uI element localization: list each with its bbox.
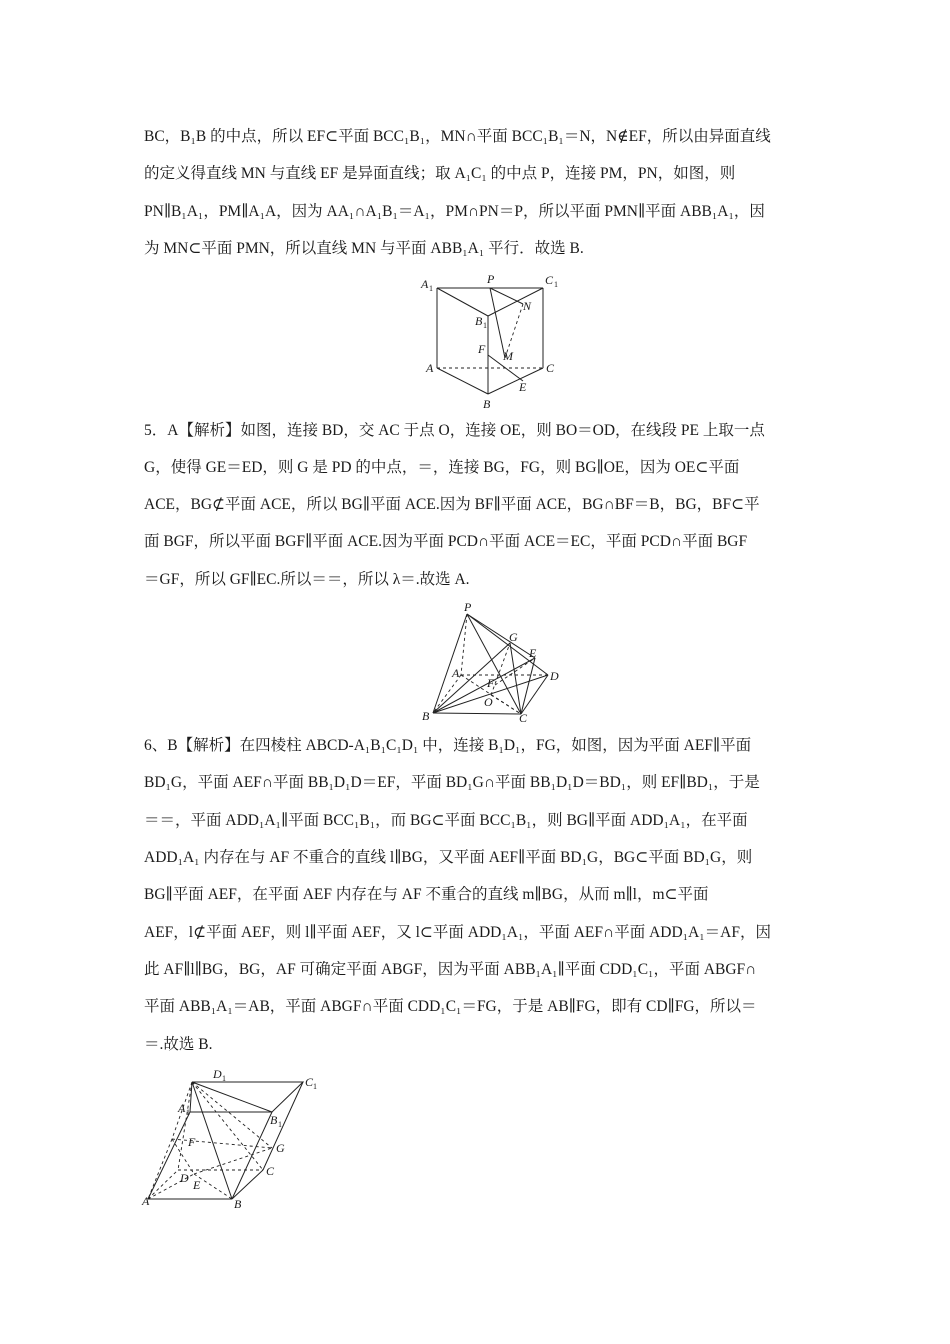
label-E: E xyxy=(193,1178,201,1192)
sol6-line-9: ＝.故选 B. xyxy=(144,1036,213,1053)
label-F: F xyxy=(188,1135,196,1149)
sol5-line-4: 面 BGF，所以平面 BGF∥平面 ACE.因为平面 PCD∩平面 ACE＝EC，平面 PCD∩平面 BGF xyxy=(144,533,748,550)
label-C: C xyxy=(546,361,555,375)
label-N: N xyxy=(523,299,532,313)
prism-quadrilateral-figure xyxy=(138,1062,328,1214)
prism-figure xyxy=(415,268,575,413)
sol5-line-1: 5．A【解析】如图，连接 BD，交 AC 于点 O，连接 OE，则 BO＝OD，在线段 PE 上取一点 xyxy=(144,422,765,439)
label-A1: A xyxy=(421,277,429,291)
label-A: A xyxy=(426,361,434,375)
label-C1-sub: 1 xyxy=(313,1082,317,1091)
label-C1: C xyxy=(305,1075,314,1089)
label-B1-sub: 1 xyxy=(278,1120,282,1129)
label-B1: B xyxy=(475,314,483,328)
sol5-line-2: G，使得 GE＝ED，则 G 是 PD 的中点，＝，连接 BG，FG，则 BG∥OE，因为 OE⊂平面 xyxy=(144,459,740,476)
label-E: E xyxy=(519,380,527,394)
label-A1: A xyxy=(178,1101,186,1115)
label-P: P xyxy=(487,272,495,286)
label-D: D xyxy=(550,669,559,683)
label-A: A xyxy=(142,1194,150,1208)
label-M: M xyxy=(503,349,513,363)
sol4-line-4: 为 MN⊂平面 PMN，所以直线 MN 与平面 ABB₁A₁ 平行．故选 B. xyxy=(144,240,584,257)
label-C1: C xyxy=(545,273,554,287)
label-B1: B xyxy=(270,1113,278,1127)
label-D1-visible: D xyxy=(213,1067,222,1081)
label-G: G xyxy=(509,630,518,644)
sol6-line-6: AEF，l⊄平面 AEF，则 l∥平面 AEF，又 l⊂平面 ADD₁A₁，平面 AEF∩平面 ADD₁A₁＝AF，因 xyxy=(144,924,771,941)
sol6-line-3: ＝＝，平面 ADD₁A₁∥平面 BCC₁B₁，而 BG⊂平面 BCC₁B₁，则 BG∥平面 ADD₁A₁，在平面 xyxy=(144,812,748,829)
label-B1-sub: 1 xyxy=(483,321,487,330)
sol4-line-2: 的定义得直线 MN 与直线 EF 是异面直线；取 A₁C₁ 的中点 P，连接 PM，PN，如图，则 xyxy=(144,165,736,182)
label-A1-sub: 1 xyxy=(429,284,433,293)
label-D1-sub: 1 xyxy=(222,1074,226,1083)
label-D: D xyxy=(180,1171,189,1185)
sol4-line-3: PN∥B₁A₁，PM∥A₁A，因为 AA₁∩A₁B₁＝A₁，PM∩PN＝P，所以平面 PMN∥平面 ABB₁A₁，因 xyxy=(144,203,765,220)
label-B: B xyxy=(234,1197,242,1211)
label-A: A xyxy=(452,666,460,680)
sol6-line-2: BD₁G，平面 AEF∩平面 BB₁D₁D＝EF，平面 BD₁G∩平面 BB₁D₁D＝BD₁，则 EF∥BD₁，于是 xyxy=(144,774,760,791)
label-E: E xyxy=(529,646,537,660)
label-F: F xyxy=(487,676,495,690)
sol5-line-5: ＝GF，所以 GF∥EC.所以＝＝，所以 λ＝.故选 A. xyxy=(144,571,470,588)
label-O: O xyxy=(484,695,493,709)
label-P: P xyxy=(464,600,472,614)
label-G: G xyxy=(276,1141,285,1155)
label-C1-sub: 1 xyxy=(554,280,558,289)
pyramid-figure xyxy=(415,600,575,728)
sol6-line-1: 6、B【解析】在四棱柱 ABCD-A₁B₁C₁D₁ 中，连接 B₁D₁，FG，如图，因为平面 AEF∥平面 xyxy=(144,737,752,754)
label-C: C xyxy=(266,1164,275,1178)
sol6-line-4: ADD₁A₁ 内存在与 AF 不重合的直线 l∥BG，又平面 AEF∥平面 BD₁G，BG⊂平面 BD₁G，则 xyxy=(144,849,753,866)
sol4-line-1: BC，B₁B 的中点，所以 EF⊂平面 BCC₁B₁，MN∩平面 BCC₁B₁＝N，N∉EF，所以由异面直线 xyxy=(144,128,771,145)
sol6-line-7: 此 AF∥l∥BG，BG，AF 可确定平面 ABGF，因为平面 ABB₁A₁∥平面 CDD₁C₁，平面 ABGF∩ xyxy=(144,961,757,978)
sol6-line-5: BG∥平面 AEF，在平面 AEF 内存在与 AF 不重合的直线 m∥BG，从而 m∥l，m⊂平面 xyxy=(144,886,709,903)
sol5-line-3: ACE，BG⊄平面 ACE，所以 BG∥平面 ACE.因为 BF∥平面 ACE，BG∩BF＝B，BG，BF⊂平 xyxy=(144,496,760,513)
label-C: C xyxy=(519,711,528,725)
label-F: F xyxy=(478,342,486,356)
label-B: B xyxy=(483,397,491,411)
label-B: B xyxy=(422,709,430,723)
sol6-line-8: 平面 ABB₁A₁＝AB，平面 ABGF∩平面 CDD₁C₁＝FG，于是 AB∥FG，即有 CD∥FG，所以＝ xyxy=(144,998,757,1015)
label-A1-sub: 1 xyxy=(186,1108,190,1117)
